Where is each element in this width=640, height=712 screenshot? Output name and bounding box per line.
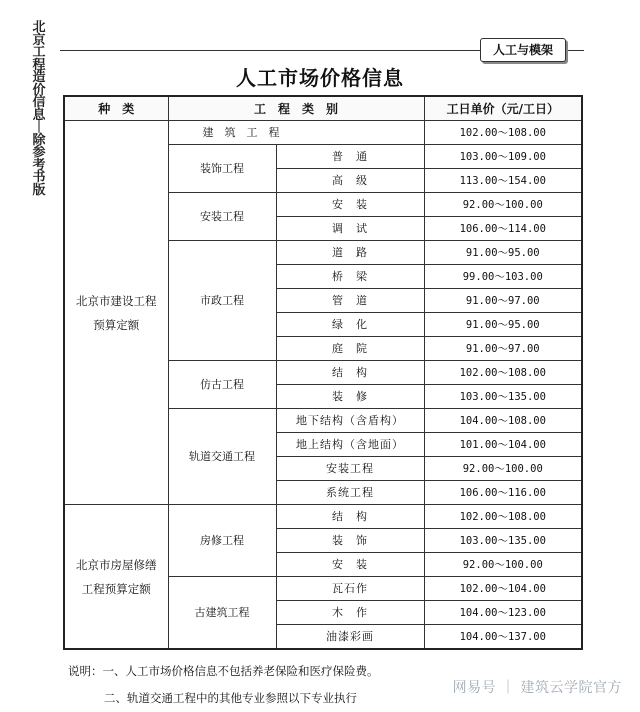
price-cell: 102.00～108.00 (424, 121, 582, 145)
table-row (64, 505, 582, 529)
category-cell: 轨道交通工程 (168, 409, 276, 505)
price-cell: 113.00～154.00 (424, 169, 582, 193)
subcategory-cell: 瓦石作 (276, 577, 424, 601)
kind-cell: 北京市建设工程预算定额 (64, 121, 168, 505)
subcategory-cell: 安 装 (276, 193, 424, 217)
subcategory-cell: 安 装 (276, 553, 424, 577)
price-cell: 104.00～108.00 (424, 409, 582, 433)
category-cell: 古建筑工程 (168, 577, 276, 650)
subcategory-cell: 管 道 (276, 289, 424, 313)
subcategory-cell: 桥 梁 (276, 265, 424, 289)
watermark: 网易号 ｜ 建筑云学院官方 (449, 677, 626, 697)
price-cell: 91.00～97.00 (424, 289, 582, 313)
table-header-row (64, 96, 582, 121)
header-category: 工 程 类 别 (168, 96, 424, 121)
price-cell: 102.00～104.00 (424, 577, 582, 601)
price-cell: 106.00～114.00 (424, 217, 582, 241)
price-cell: 91.00～97.00 (424, 337, 582, 361)
header-price: 工日单价（元/工日） (424, 96, 582, 121)
price-cell: 104.00～123.00 (424, 601, 582, 625)
price-cell: 104.00～137.00 (424, 625, 582, 650)
subcategory-cell: 木 作 (276, 601, 424, 625)
subcategory-cell: 油漆彩画 (276, 625, 424, 650)
category-cell: 市政工程 (168, 241, 276, 361)
subcategory-cell: 普 通 (276, 145, 424, 169)
subcategory-cell: 结 构 (276, 361, 424, 385)
price-cell: 101.00～104.00 (424, 433, 582, 457)
price-cell: 92.00～100.00 (424, 553, 582, 577)
price-cell: 99.00～103.00 (424, 265, 582, 289)
price-cell: 91.00～95.00 (424, 241, 582, 265)
subcategory-cell: 装 修 (276, 385, 424, 409)
subcategory-cell: 庭 院 (276, 337, 424, 361)
price-cell: 91.00～95.00 (424, 313, 582, 337)
section-tag: 人工与模架 (480, 38, 566, 62)
subcategory-cell: 绿 化 (276, 313, 424, 337)
kind-cell: 北京市房屋修缮工程预算定额 (64, 505, 168, 650)
category-cell: 建 筑 工 程 (168, 121, 424, 145)
price-cell: 102.00～108.00 (424, 505, 582, 529)
subcategory-cell: 道 路 (276, 241, 424, 265)
subcategory-cell: 地上结构（含地面） (276, 433, 424, 457)
price-table (63, 95, 583, 650)
price-cell: 102.00～108.00 (424, 361, 582, 385)
category-cell: 安装工程 (168, 193, 276, 241)
subcategory-cell: 高 级 (276, 169, 424, 193)
publication-logo: 北京工程造价信息｜除参考书版 (32, 20, 46, 198)
table-row (64, 121, 582, 145)
subcategory-cell: 调 试 (276, 217, 424, 241)
note-line-2: 二、轨道交通工程中的其他专业参照以下专业执行 (104, 691, 357, 705)
subcategory-cell: 安装工程 (276, 457, 424, 481)
page-title: 人工市场价格信息 (236, 66, 404, 90)
note-line-1: 说明：一、人工市场价格信息不包括养老保险和医疗保险费。 (68, 664, 379, 678)
subcategory-cell: 地下结构（含盾构） (276, 409, 424, 433)
price-table-body (64, 121, 582, 650)
price-cell: 103.00～135.00 (424, 529, 582, 553)
price-cell: 92.00～100.00 (424, 457, 582, 481)
notes (68, 658, 379, 712)
price-cell: 92.00～100.00 (424, 193, 582, 217)
header-kind: 种 类 (64, 96, 168, 121)
subcategory-cell: 结 构 (276, 505, 424, 529)
category-cell: 房修工程 (168, 505, 276, 577)
price-cell: 103.00～109.00 (424, 145, 582, 169)
subcategory-cell: 系统工程 (276, 481, 424, 505)
price-cell: 103.00～135.00 (424, 385, 582, 409)
category-cell: 仿古工程 (168, 361, 276, 409)
subcategory-cell: 装 饰 (276, 529, 424, 553)
price-cell: 106.00～116.00 (424, 481, 582, 505)
category-cell: 装饰工程 (168, 145, 276, 193)
